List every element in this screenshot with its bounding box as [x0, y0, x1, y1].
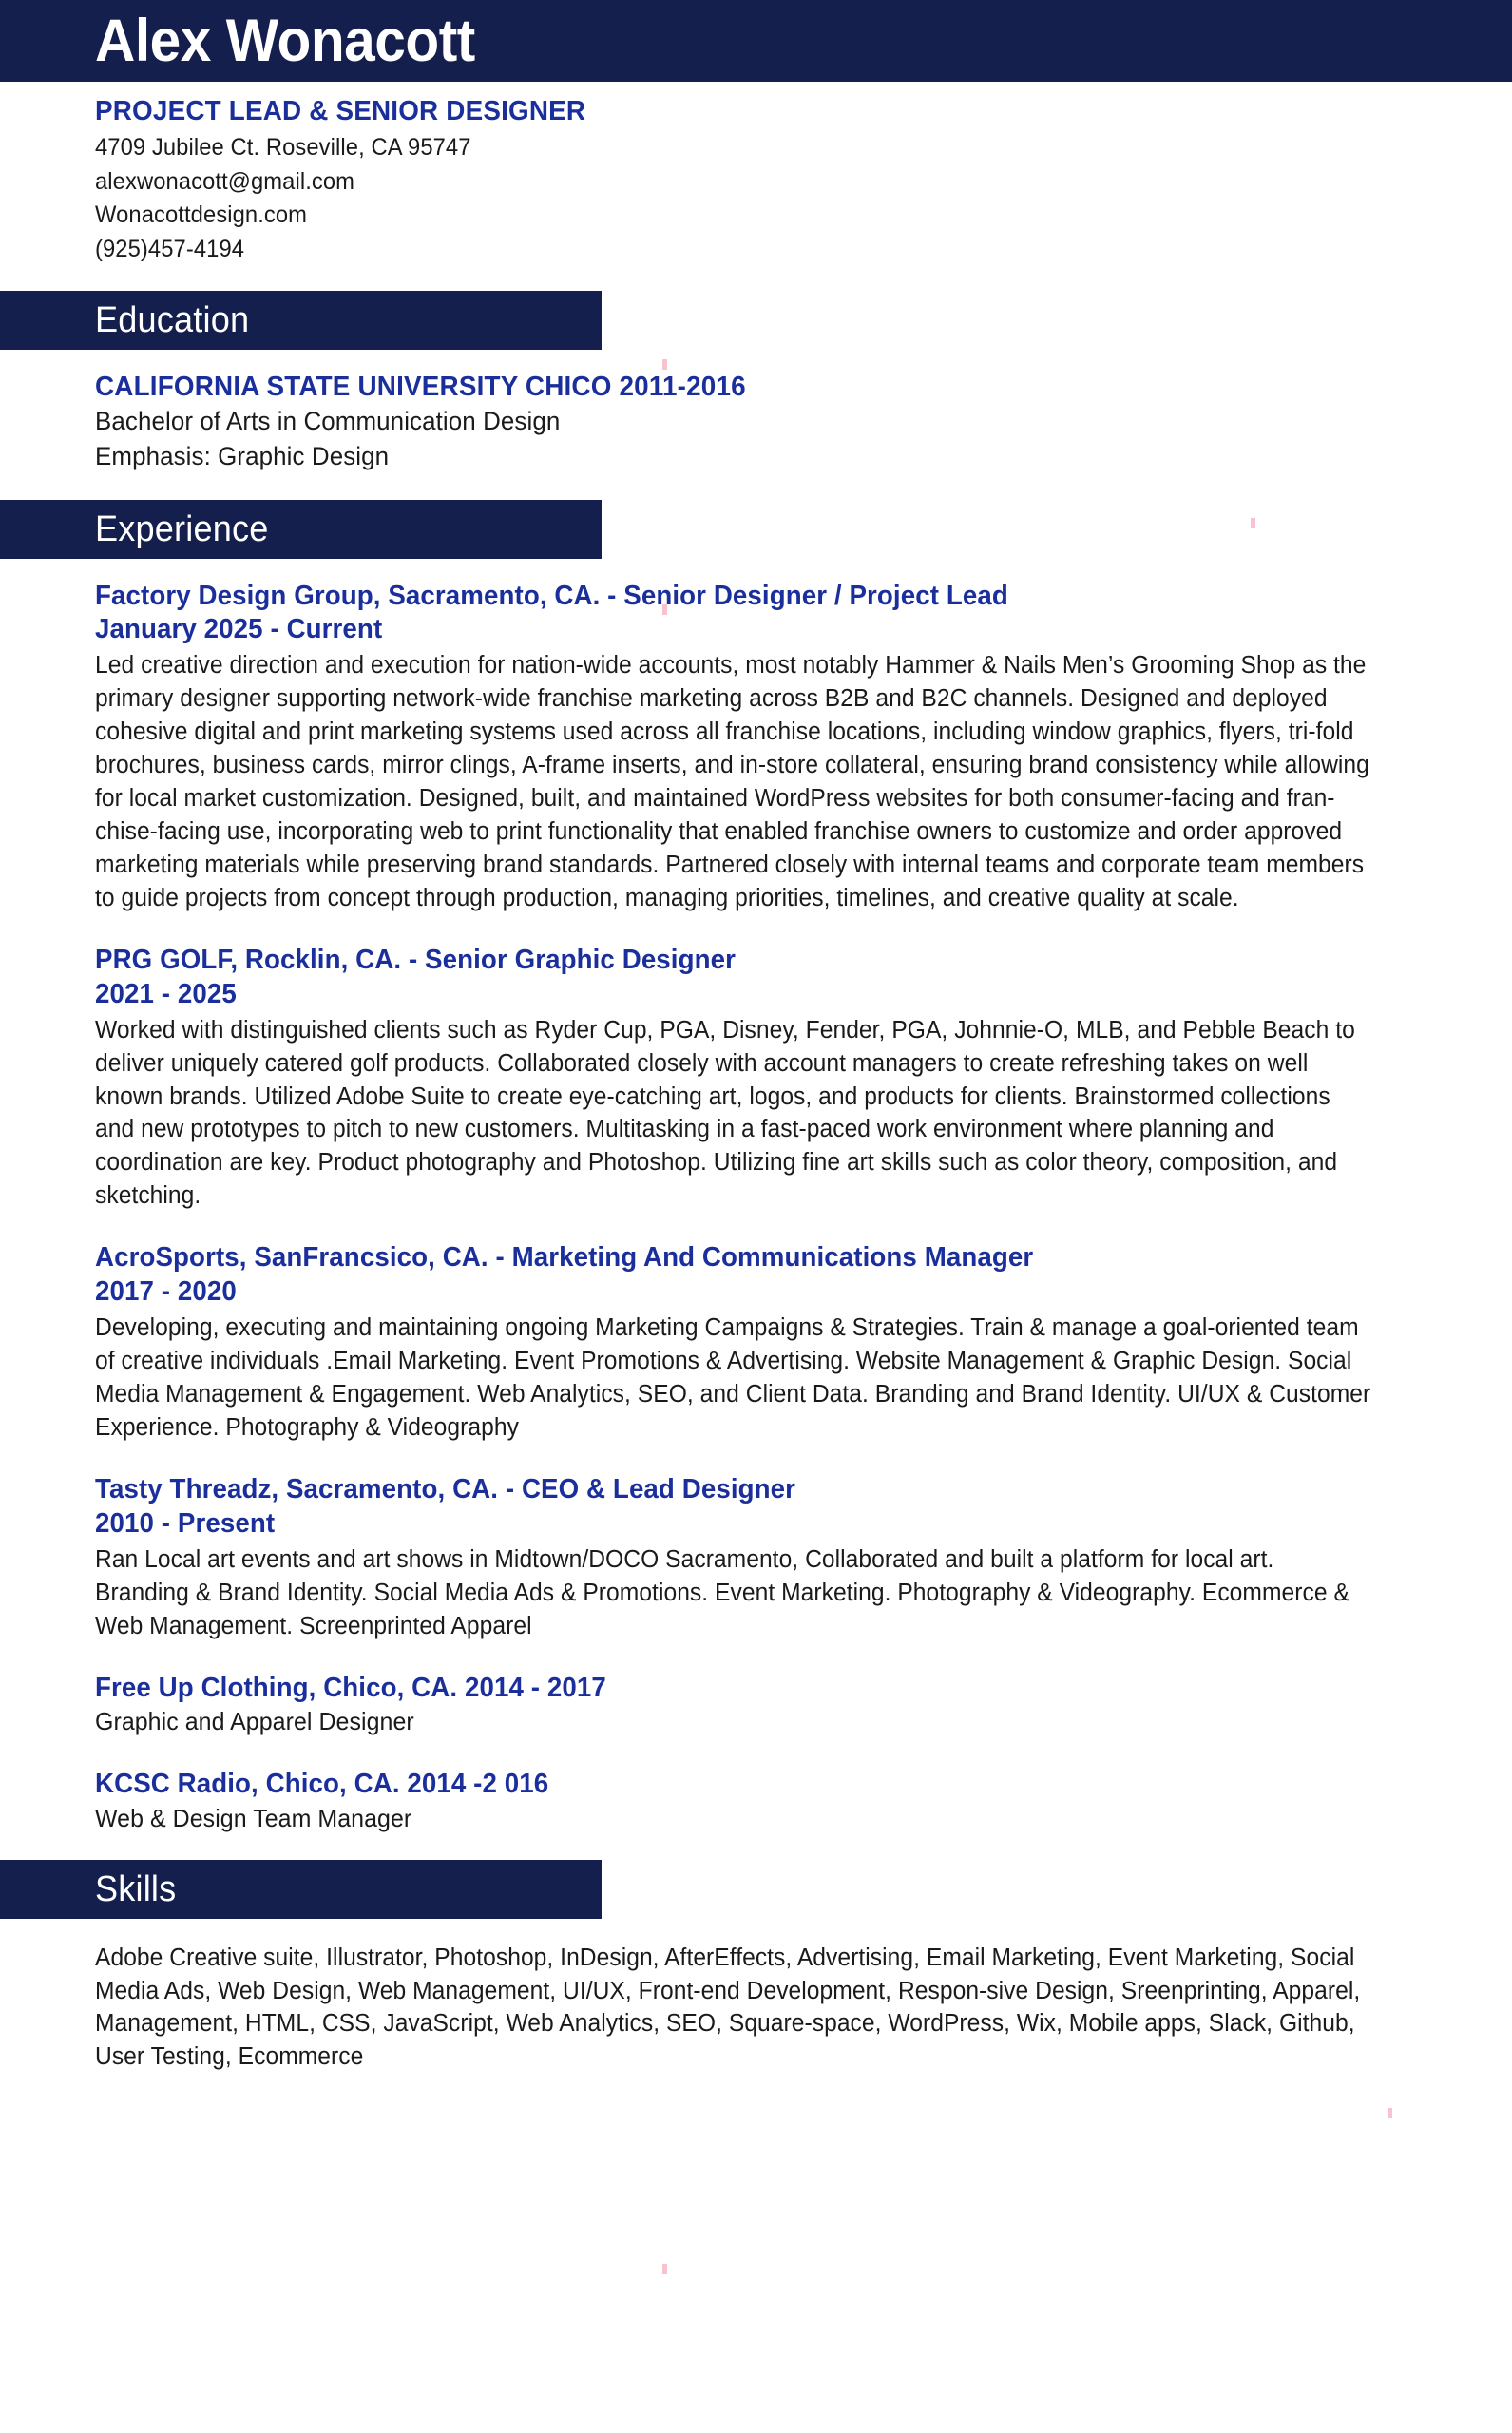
education-degree: Bachelor of Arts in Communication Design [95, 407, 561, 436]
education-block [0, 350, 1512, 474]
page-title: Alex Wonacott [95, 7, 475, 74]
experience-heading: Tasty Threadz, Sacramento, CA. - CEO & Lead Designer [95, 1473, 796, 1504]
experience-description: Web & Design Team Manager [95, 1803, 412, 1832]
experience-entry [95, 1672, 1426, 1739]
contact-block [0, 82, 1512, 266]
section-header-skills [0, 1860, 602, 1919]
experience-description: Worked with distinguished clients such as Ryder Cup, PGA, Disney, Fender, PGA, Johnnie-O, MLB, and Pebble Beach to deliver uniquely catered golf products. Collaborated closely with account managers to create refreshing takes on well known brands. Utilized Adobe Suite to create eye-catching art, logos, and products for clients. Brainstormed collections and new prototypes to pitch to new customers. Multitasking in a fast-paced work environment where planning and coordination are key. Product photography and Photoshop. Utilizing fine art skills such as color theory, composition, and sketching. [95, 1016, 1355, 1210]
experience-list [0, 559, 1426, 1835]
name-banner [0, 0, 1512, 82]
experience-dates: 2021 - 2025 [95, 978, 237, 1009]
experience-dates: 2010 - Present [95, 1507, 276, 1539]
experience-dates: January 2025 - Current [95, 614, 383, 645]
section-header-experience [0, 500, 602, 559]
experience-description: Graphic and Apparel Designer [95, 1707, 414, 1736]
experience-entry [95, 580, 1426, 915]
experience-description: Ran Local art events and art shows in Midtown/DOCO Sacramento, Collaborated and built a platform for local art. Branding & Brand Identity. Social Media Ads & Promotions. Event Marketing. Photography & Videography. Ecommerce & Web Management. Screenprinted Apparel [95, 1545, 1349, 1639]
experience-heading: PRG GOLF, Rocklin, CA. - Senior Graphic Designer [95, 944, 737, 975]
experience-description: Developing, executing and maintaining ongoing Marketing Campaigns & Strategies. Train & manage a goal-oriented team of creative individuals .Email Marketing. Event Promotions & Advertising. Website Management & Graphic Design. Social Media Management & Engagement. Web Analytics, SEO, and Client Data. Branding and Brand Identity. UI/UX & Customer Experience. Photography & Videography [95, 1314, 1371, 1441]
registration-mark [1388, 2108, 1392, 2118]
section-title-education: Education [95, 300, 250, 341]
registration-mark [662, 359, 667, 370]
experience-entry [95, 1241, 1426, 1445]
registration-mark [1251, 518, 1255, 528]
professional-title: PROJECT LEAD & SENIOR DESIGNER [95, 96, 586, 126]
registration-mark [662, 2264, 667, 2274]
section-title-experience: Experience [95, 508, 269, 549]
experience-description: Led creative direction and execution for nation-wide accounts, most notably Hammer & Nails Men’s Grooming Shop as the primary designer supporting network-wide franchise marketing across B2B and B2C channels. Designed and deployed cohesive digital and print marketing systems used across all franchise locations, including window graphics, flyers, tri-fold brochures, business cards, mirror clings, A-frame inserts, and in-store collateral, ensuring brand consistency while allowing for local market customization. Designed, built, and maintained WordPress websites for both consumer-facing and fran-chise-facing use, incorporating web to print functionality that enabled franchise owners to customize and order approved marketing materials while preserving brand standards. Partnered closely with internal teams and corporate team members to guide projects from concept through production, managing priorities, timelines, and creative quality at scale. [95, 652, 1369, 911]
experience-entry [95, 1473, 1426, 1643]
skills-block [0, 1919, 1426, 2075]
experience-heading: Free Up Clothing, Chico, CA. 2014 - 2017 [95, 1672, 606, 1703]
experience-entry [95, 944, 1426, 1213]
skills-list: Adobe Creative suite, Illustrator, Photoshop, InDesign, AfterEffects, Advertising, Email Marketing, Event Marketing, Social Media Ads, Web Design, Web Management, UI/UX, Front-end Development, Respon-sive Design, Sreenprinting, Apparel, Management, HTML, CSS, JavaScript, Web Analytics, SEO, Square-space, WordPress, Wix, Mobile apps, Slack, Github, User Testing, Ecommerce [95, 1944, 1361, 2071]
experience-heading: KCSC Radio, Chico, CA. 2014 -2 016 [95, 1768, 549, 1799]
education-school: CALIFORNIA STATE UNIVERSITY CHICO 2011-2016 [95, 372, 746, 403]
contact-website[interactable]: Wonacottdesign.com [95, 201, 308, 229]
experience-entry [95, 1768, 1426, 1835]
contact-email[interactable]: alexwonacott@gmail.com [95, 167, 355, 195]
section-title-skills: Skills [95, 1868, 177, 1909]
contact-phone[interactable]: (925)457-4194 [95, 235, 245, 262]
experience-heading: Factory Design Group, Sacramento, CA. - Senior Designer / Project Lead [95, 580, 1008, 611]
section-header-education [0, 291, 602, 350]
experience-dates: 2017 - 2020 [95, 1276, 237, 1308]
education-emphasis: Emphasis: Graphic Design [95, 442, 390, 471]
experience-heading: AcroSports, SanFrancsico, CA. - Marketing And Communications Manager [95, 1242, 1034, 1274]
contact-address: 4709 Jubilee Ct. Roseville, CA 95747 [95, 134, 471, 162]
